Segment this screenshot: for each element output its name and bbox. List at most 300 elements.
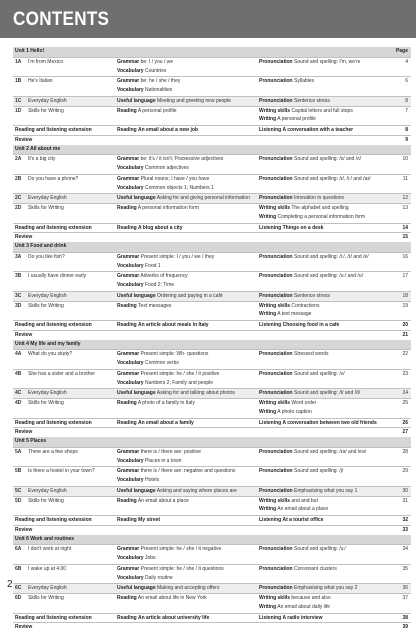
pronunciation-cell-value: A text message — [277, 311, 312, 318]
lesson-code: 4C — [15, 390, 22, 397]
lesson-code: 6A — [15, 546, 22, 553]
pronunciation-cell-value: Stressed words — [294, 351, 329, 358]
pronunciation-cell-value: Sound and spelling: /ʌ/ — [294, 370, 345, 377]
pronunciation-cell-value: Capital letters and full stops — [291, 107, 353, 114]
pronunciation-cell-value: Sound and spelling: I'm, we're — [294, 58, 361, 65]
grammar-cell — [117, 476, 257, 486]
grammar-cell-key: Vocabulary — [117, 457, 144, 464]
grammar-cell-key: Useful language — [117, 195, 156, 202]
grammar-cell-key: Grammar — [117, 351, 140, 358]
table-row — [13, 193, 411, 203]
table-row — [13, 583, 411, 593]
table-row — [13, 184, 411, 194]
pronunciation-cell-key: Pronunciation — [259, 585, 293, 592]
grammar-cell-key: Reading — [117, 595, 137, 601]
pronunciation-cell-value: Syllables — [294, 78, 315, 85]
pronunciation-cell-key: Listening — [259, 224, 282, 231]
page-ref: 33 — [402, 526, 408, 533]
pronunciation-cell-value: Contractions — [291, 302, 320, 309]
grammar-cell-value: there is / there are: negative and questions — [140, 468, 236, 475]
lesson-title: Everyday English — [28, 97, 67, 104]
page-ref: 32 — [402, 517, 408, 523]
pronunciation-cell-key: Writing skills — [259, 595, 291, 601]
pronunciation-cell-key: Writing skills — [259, 107, 291, 114]
pronunciation-cell-key: Listening — [259, 419, 282, 426]
page-ref: 8 — [405, 97, 408, 104]
lesson-code: Reading and listening extension — [15, 614, 92, 621]
pronunciation-cell-value: Sound and spelling: /ɪə/ and /eə/ — [294, 448, 367, 455]
table-row — [13, 515, 411, 525]
pronunciation-cell-key: Pronunciation — [259, 273, 293, 280]
pronunciation-cell-value: Intonation in questions — [294, 195, 345, 202]
lesson-code: 2A — [15, 156, 22, 163]
page-ref: 29 — [402, 468, 408, 475]
table-row — [13, 369, 411, 379]
page-title: CONTENTS — [13, 9, 110, 30]
grammar-cell-value: Jobs — [144, 555, 156, 561]
grammar-cell-value: A personal profile — [137, 107, 177, 114]
lesson-code: Reading and listening extension — [15, 224, 92, 231]
table-row — [13, 57, 411, 67]
contents-table — [13, 47, 411, 632]
grammar-cell-key: Reading — [117, 205, 137, 211]
table-row — [13, 476, 411, 486]
page-ref: 30 — [402, 487, 408, 494]
pronunciation-cell-key: Pronunciation — [259, 390, 293, 397]
page-ref: 37 — [402, 595, 408, 601]
grammar-cell-key: Grammar — [117, 58, 140, 65]
grammar-cell-value: An article about meals in Italy — [137, 322, 209, 328]
lesson-title: Skills for Writing — [28, 497, 64, 504]
pronunciation-cell-value: and and but — [291, 497, 318, 504]
page-ref: 7 — [405, 107, 408, 114]
pronunciation-cell-key: Pronunciation — [259, 351, 293, 358]
pronunciation-cell-value: A conversation with a teacher — [282, 127, 354, 133]
grammar-cell-value: Hotels — [144, 477, 160, 483]
page-number: 2 — [7, 579, 13, 590]
grammar-cell-key: Reading — [117, 497, 137, 504]
lesson-code: 4A — [15, 351, 22, 358]
lesson-title: Everyday English — [28, 585, 67, 592]
lesson-title: Is there a hostel in your town? — [28, 468, 95, 475]
page-ref: 8 — [405, 127, 408, 133]
page-ref: 25 — [402, 400, 408, 406]
table-row — [13, 310, 411, 320]
pronunciation-cell-value: Sound and spelling: /ɪ/, /iː/ and /aɪ/ — [294, 175, 371, 182]
grammar-cell-key: Grammar — [117, 156, 140, 163]
pronunciation-cell-key: Writing skills — [259, 497, 291, 504]
pronunciation-cell-key: Listening — [259, 127, 282, 133]
table-row — [13, 174, 411, 184]
table-row — [13, 291, 411, 301]
lesson-title: Everyday English — [28, 292, 67, 299]
lesson-code: 4B — [15, 370, 22, 377]
pronunciation-cell-value: Sentence stress — [294, 97, 330, 104]
grammar-cell-key: Vocabulary — [117, 262, 144, 269]
pronunciation-cell-key: Writing — [259, 116, 277, 123]
grammar-cell-value: Text messages — [138, 302, 172, 309]
grammar-cell-key: Vocabulary — [117, 477, 144, 483]
table-row — [13, 496, 411, 506]
grammar-cell-key: Reading — [117, 614, 137, 621]
lesson-title: There are a few shops — [28, 448, 78, 455]
pronunciation-cell-key: Pronunciation — [259, 292, 293, 299]
grammar-cell-value: Food 1 — [144, 262, 161, 269]
lesson-title: Skills for Writing — [28, 302, 64, 309]
grammar-cell-value: there is / there are: positive — [140, 448, 201, 455]
grammar-cell-value: Food 2; Time — [144, 282, 175, 288]
table-row — [13, 505, 411, 515]
grammar-cell-value: Places in a town — [144, 457, 182, 464]
lesson-code: 6C — [15, 585, 22, 592]
grammar-cell-value: A photo of a family in Italy — [137, 400, 195, 406]
lesson-title: He's Italian — [28, 78, 53, 85]
lesson-title: Skills for Writing — [28, 107, 64, 114]
page-ref: 4 — [405, 58, 408, 65]
table-row — [13, 388, 411, 398]
lesson-code: 5B — [15, 468, 22, 475]
lesson-title: I usually have dinner early — [28, 273, 87, 280]
pronunciation-cell-value: A radio interview — [282, 614, 323, 621]
lesson-title: Do you have a phone? — [28, 175, 79, 182]
unit-header-row — [13, 535, 411, 545]
unit-header-row — [13, 47, 411, 57]
grammar-cell-key: Reading — [117, 400, 137, 406]
grammar-cell-key: Vocabulary — [117, 67, 144, 74]
grammar-cell-value: Making and accepting offers — [157, 585, 220, 592]
page-ref: 18 — [402, 292, 408, 299]
contents-header — [0, 0, 416, 38]
lesson-code: 3C — [15, 292, 22, 299]
grammar-cell-value: An email about a place — [137, 497, 189, 504]
lesson-title: Everyday English — [28, 487, 67, 494]
lesson-code: 1D — [15, 107, 22, 114]
page-ref: 17 — [402, 273, 408, 280]
pronunciation-cell-value: Sound and spelling: /s/ and /ʌ/ — [294, 156, 362, 163]
grammar-cell-key: Vocabulary — [117, 165, 144, 171]
pronunciation-cell-key: Pronunciation — [259, 97, 293, 104]
table-row — [13, 427, 411, 437]
page-ref: 23 — [402, 370, 408, 377]
pronunciation-cell-key: Pronunciation — [259, 253, 293, 260]
pronunciation-cell-key: Writing — [259, 213, 277, 220]
lesson-code: 5D — [15, 497, 22, 504]
lesson-title: I wake up at 4.00 — [28, 565, 67, 572]
grammar-cell-key: Vocabulary — [117, 555, 144, 561]
pronunciation-cell-key: Writing skills — [259, 302, 291, 309]
lesson-code: Review — [15, 624, 33, 631]
grammar-cell-value: Adverbs of frequency — [140, 273, 188, 280]
pronunciation-cell — [259, 603, 399, 613]
table-row — [13, 544, 411, 554]
lesson-title: Skills for Writing — [28, 205, 64, 211]
lesson-title: She has a sister and a brother — [28, 370, 95, 377]
table-row — [13, 330, 411, 340]
grammar-cell — [117, 262, 257, 272]
table-row — [13, 271, 411, 281]
table-row — [13, 622, 411, 632]
pronunciation-cell-key: Pronunciation — [259, 58, 293, 65]
lesson-code: 2B — [15, 175, 22, 182]
pronunciation-cell — [259, 310, 399, 320]
grammar-cell-value: Nationalities — [144, 87, 173, 93]
lesson-title: Everyday English — [28, 390, 67, 397]
grammar-cell-value: Countries — [144, 67, 167, 74]
pronunciation-cell-key: Writing — [259, 506, 277, 513]
page-ref: 36 — [402, 585, 408, 592]
grammar-cell — [117, 184, 257, 194]
table-row — [13, 252, 411, 262]
grammar-cell-value: Asking for and giving personal information — [156, 195, 250, 202]
lesson-code: 2C — [15, 195, 22, 202]
lesson-title: Skills for Writing — [28, 595, 64, 601]
lesson-title: I'm from Mexico — [28, 58, 64, 65]
grammar-cell — [117, 574, 257, 584]
table-row — [13, 593, 411, 603]
grammar-cell-value: Present simple: he / she / it positive — [140, 370, 220, 377]
grammar-cell-key: Grammar — [117, 253, 140, 260]
table-row — [13, 379, 411, 389]
lesson-code: 5A — [15, 448, 22, 455]
lesson-code: Unit 6 Work and routines — [15, 535, 75, 542]
pronunciation-cell-key: Pronunciation — [259, 468, 293, 475]
page-ref: 31 — [402, 497, 408, 504]
table-row — [13, 398, 411, 408]
table-row — [13, 418, 411, 428]
pronunciation-cell-value: A conversation between two old friends — [282, 419, 377, 426]
pronunciation-cell-value: A personal profile — [277, 116, 316, 123]
lesson-code: 5C — [15, 487, 22, 494]
pronunciation-cell-value: Word order — [291, 400, 317, 406]
grammar-cell — [117, 281, 257, 291]
lesson-code: Review — [15, 331, 33, 338]
grammar-cell — [117, 164, 257, 174]
grammar-cell-value: Asking and saying where places are — [156, 487, 237, 494]
grammar-cell-key: Vocabulary — [117, 360, 144, 366]
grammar-cell-value: An email about a family — [137, 419, 194, 426]
lesson-code: Unit 4 My life and my family — [15, 340, 81, 347]
unit-header-row — [13, 145, 411, 155]
grammar-cell-value: Meeting and greeting new people — [157, 97, 231, 104]
lesson-code: 3D — [15, 302, 22, 309]
page-ref: 15 — [402, 234, 408, 241]
table-row — [13, 232, 411, 242]
page-ref: 22 — [402, 351, 408, 358]
grammar-cell-key: Reading — [117, 107, 137, 114]
grammar-cell-key: Reading — [117, 224, 137, 231]
pronunciation-cell-value: Sound and spelling: /uː/ and /ʊ/ — [294, 273, 364, 280]
unit-header-row — [13, 437, 411, 447]
table-row — [13, 223, 411, 233]
table-row — [13, 525, 411, 535]
grammar-cell-key: Grammar — [117, 78, 140, 85]
table-row — [13, 281, 411, 291]
lesson-title: It's a big city — [28, 156, 56, 163]
page-ref: 9 — [405, 136, 408, 143]
lesson-code: 2D — [15, 205, 22, 211]
page-ref: 26 — [402, 419, 408, 426]
grammar-cell-key: Reading — [117, 419, 137, 426]
table-row — [13, 457, 411, 467]
page-ref: 35 — [402, 565, 408, 572]
table-row — [13, 301, 411, 311]
table-row — [13, 154, 411, 164]
table-row — [13, 447, 411, 457]
table-row — [13, 564, 411, 574]
lesson-title: What do you study? — [28, 351, 73, 358]
lesson-code: 3B — [15, 273, 22, 280]
grammar-cell-key: Vocabulary — [117, 87, 144, 93]
page-ref: 13 — [402, 205, 408, 211]
pronunciation-cell-key: Pronunciation — [259, 370, 293, 377]
pronunciation-cell-key: Writing — [259, 408, 277, 415]
page-ref: 6 — [405, 78, 408, 85]
grammar-cell-value: My street — [138, 517, 161, 523]
pronunciation-cell-value: Emphasising what you say 2 — [294, 585, 358, 592]
pronunciation-cell-value: Things on a desk — [282, 224, 324, 231]
grammar-cell-key: Useful language — [117, 487, 156, 494]
table-row — [13, 613, 411, 623]
page-ref: 10 — [402, 156, 408, 163]
lesson-code: 6D — [15, 595, 22, 601]
pronunciation-cell-value: A photo caption — [277, 408, 312, 415]
page-ref: 16 — [402, 253, 408, 260]
page-ref: Page — [396, 48, 408, 54]
pronunciation-cell-key: Pronunciation — [259, 156, 293, 163]
page-ref: 39 — [402, 624, 408, 631]
grammar-cell-key: Reading — [117, 322, 137, 328]
lesson-code: Unit 1 Hello! — [15, 48, 45, 54]
page-ref: 11 — [402, 175, 408, 182]
grammar-cell-key: Vocabulary — [117, 282, 144, 288]
table-row — [13, 164, 411, 174]
lesson-code: Unit 5 Places — [15, 438, 47, 444]
table-row — [13, 203, 411, 213]
grammar-cell-value: Present simple: he / she / it negative — [140, 546, 222, 553]
grammar-cell-value: An email about a new job — [137, 127, 198, 133]
pronunciation-cell — [259, 408, 399, 418]
lesson-code: Review — [15, 234, 33, 241]
pronunciation-cell — [259, 505, 399, 515]
table-row — [13, 359, 411, 369]
page-ref: 38 — [402, 614, 408, 621]
page-ref: 27 — [402, 429, 408, 436]
grammar-cell — [117, 86, 257, 96]
grammar-cell-value: An article about university life — [137, 614, 210, 621]
pronunciation-cell-value: Choosing food in a cafe — [282, 322, 340, 328]
pronunciation-cell-value: Sound and spelling: /iː/, /ɪ/ and /e/ — [294, 253, 369, 260]
grammar-cell-key: Grammar — [117, 370, 140, 377]
grammar-cell-key: Reading — [117, 302, 137, 309]
pronunciation-cell-key: Pronunciation — [259, 195, 293, 202]
lesson-code: Review — [15, 136, 33, 143]
lesson-code: Reading and listening extension — [15, 419, 92, 426]
pronunciation-cell-value: Completing a personal information form — [277, 213, 366, 220]
pronunciation-cell-key: Pronunciation — [259, 546, 293, 553]
pronunciation-cell-key: Writing — [259, 311, 277, 318]
pronunciation-cell-value: An email about a place — [277, 506, 329, 513]
lesson-code: Reading and listening extension — [15, 517, 92, 523]
table-row — [13, 67, 411, 77]
pronunciation-cell-key: Listening — [259, 614, 282, 621]
grammar-cell-value: Plural nouns; I have / you have — [140, 175, 210, 182]
pronunciation-cell — [259, 115, 399, 125]
table-row — [13, 115, 411, 125]
table-row — [13, 213, 411, 223]
lesson-title: Do you like fish? — [28, 253, 65, 260]
grammar-cell-value: Common objects 1; Numbers 1 — [144, 184, 214, 191]
grammar-cell-value: Common adjectives — [144, 165, 189, 171]
pronunciation-cell-key: Pronunciation — [259, 175, 293, 182]
grammar-cell — [117, 379, 257, 389]
lesson-code: 3A — [15, 253, 22, 260]
grammar-cell — [117, 554, 257, 564]
lesson-title: Everyday English — [28, 195, 67, 202]
table-row — [13, 76, 411, 86]
grammar-cell-key: Vocabulary — [117, 379, 144, 386]
pronunciation-cell-key: Writing skills — [259, 205, 291, 211]
pronunciation-cell-value: Consonant clusters — [294, 565, 337, 572]
grammar-cell-value: An email about life in New York — [137, 595, 207, 601]
lesson-code: Unit 2 All about me — [15, 145, 61, 152]
pronunciation-cell-value: Sound and spelling: /j/ — [294, 468, 344, 475]
lesson-code: Review — [15, 429, 33, 436]
pronunciation-cell-value: Emphasising what you say 1 — [294, 487, 358, 494]
pronunciation-cell — [259, 213, 399, 223]
unit-header-row — [13, 340, 411, 350]
table-row — [13, 349, 411, 359]
lesson-code: Unit 3 Food and drink — [15, 243, 67, 249]
grammar-cell-key: Grammar — [117, 546, 140, 553]
grammar-cell-value: Ordering and paying in a café — [157, 292, 223, 299]
table-row — [13, 86, 411, 96]
grammar-cell-key: Vocabulary — [117, 184, 144, 191]
grammar-cell-value: Present simple: Wh- questions — [140, 351, 209, 358]
page-ref: 19 — [402, 302, 408, 309]
table-row — [13, 96, 411, 106]
pronunciation-cell-key: Listening — [259, 322, 282, 328]
lesson-code: 4D — [15, 400, 22, 406]
lesson-code: 1A — [15, 58, 22, 65]
page-ref: 24 — [402, 390, 408, 397]
page-ref: 28 — [402, 448, 408, 455]
lesson-code: Review — [15, 526, 33, 533]
pronunciation-cell-key: Pronunciation — [259, 78, 293, 85]
page-ref: 34 — [402, 546, 408, 553]
grammar-cell-value: be: it's / it isn't; Possessive adjectives — [140, 156, 224, 163]
grammar-cell-key: Useful language — [117, 390, 156, 397]
pronunciation-cell-key: Pronunciation — [259, 565, 293, 572]
page-ref: 14 — [402, 224, 408, 231]
grammar-cell-key: Useful language — [117, 97, 156, 104]
pronunciation-cell-key: Pronunciation — [259, 448, 293, 455]
grammar-cell-key: Vocabulary — [117, 574, 144, 581]
pronunciation-cell-key: Pronunciation — [259, 487, 293, 494]
grammar-cell-key: Grammar — [117, 448, 140, 455]
grammar-cell-key: Useful language — [117, 292, 156, 299]
table-row — [13, 603, 411, 613]
unit-header-row — [13, 242, 411, 252]
grammar-cell — [117, 67, 257, 77]
pronunciation-cell-value: Sentence stress — [294, 292, 330, 299]
pronunciation-cell-value: because and also — [291, 595, 331, 601]
grammar-cell-value: be: he / she / they — [140, 78, 181, 85]
table-row — [13, 574, 411, 584]
table-row — [13, 106, 411, 116]
grammar-cell-value: A personal information form — [137, 205, 199, 211]
grammar-cell-key: Useful language — [117, 585, 156, 592]
grammar-cell-value: be: I / you / we — [140, 58, 174, 65]
